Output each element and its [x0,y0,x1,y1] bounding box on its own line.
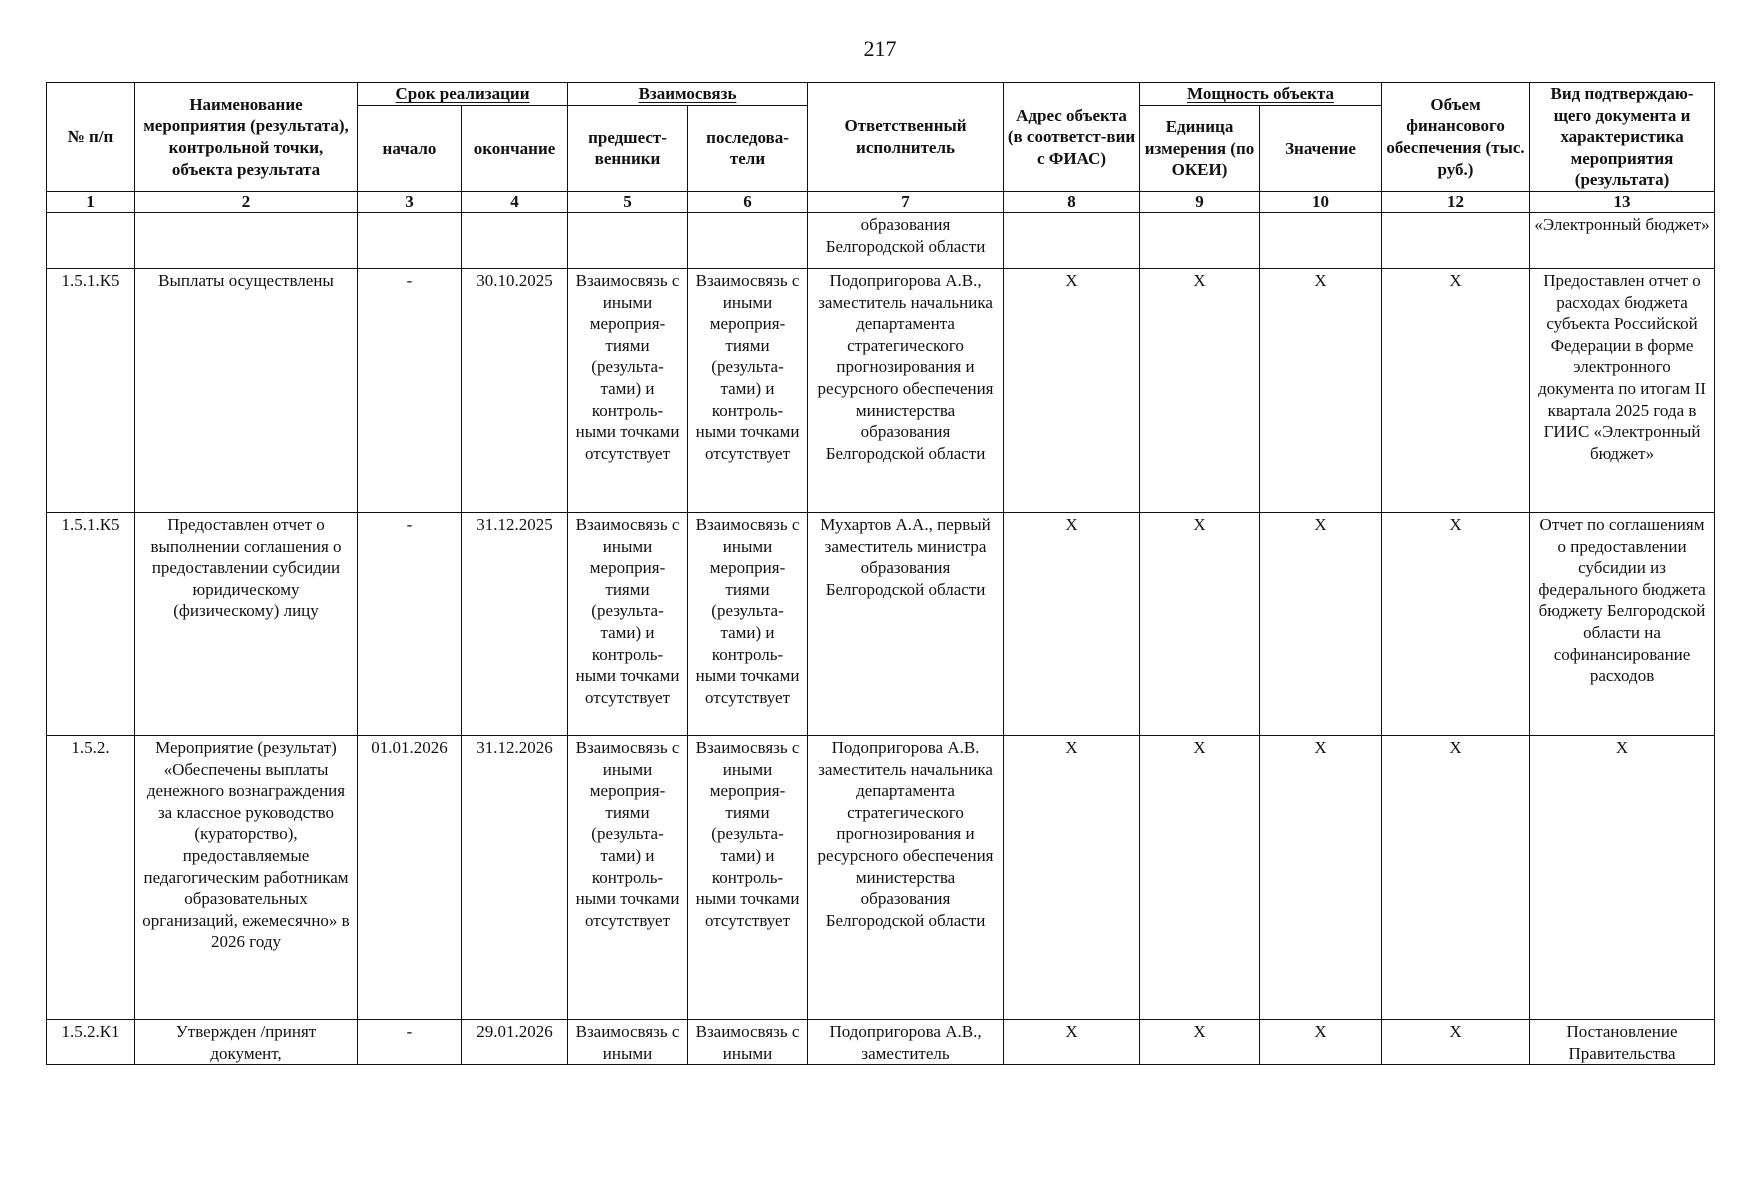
header-address: Адрес объекта (в соответст-вии с ФИАС) [1004,83,1140,192]
cell-no [47,212,135,268]
cell-end: 30.10.2025 [462,268,568,512]
header-group-term: Срок реализации [358,83,568,106]
cell-unit: X [1140,512,1260,735]
header-end: окончание [462,105,568,191]
cell-address: X [1004,268,1140,512]
cell-successors: Взаимосвязь с иными мероприя-тиями (результа-тами) и контроль-ными точками отсутствует [688,735,808,1019]
cell-end [462,212,568,268]
header-no: № п/п [47,83,135,192]
cell-document: Предоставлен отчет о расходах бюджета субъекта Российской Федерации в форме электронного документа по итогам II квартала 2025 года в ГИИС «Электронный бюджет» [1530,268,1715,512]
cell-responsible: Подопригорова А.В. заместитель начальника департамента стратегического прогнозирования и ресурсного обеспечения министерства образования Белгородской области [808,735,1004,1019]
cell-predecessors [568,212,688,268]
cell-predecessors: Взаимосвязь с иными [568,1019,688,1064]
column-number: 13 [1530,191,1715,212]
cell-address: X [1004,735,1140,1019]
column-number: 10 [1260,191,1382,212]
column-numbers-row [47,191,1715,212]
header-start: начало [358,105,462,191]
cell-successors: Взаимосвязь с иными мероприя-тиями (результа-тами) и контроль-ными точками отсутствует [688,268,808,512]
header-group-relation: Взаимосвязь [568,83,808,106]
column-number: 7 [808,191,1004,212]
header-responsible: Ответственный исполнитель [808,83,1004,192]
column-number: 9 [1140,191,1260,212]
cell-responsible: Подопригорова А.В., заместитель начальника департамента стратегического прогнозирования и ресурсного обеспечения министерства образования Белгородской области [808,268,1004,512]
cell-unit [1140,212,1260,268]
table-row [47,212,1715,268]
cell-name: Утвержден /принят документ, [135,1019,358,1064]
cell-no: 1.5.2.К1 [47,1019,135,1064]
cell-start: - [358,268,462,512]
cell-value: X [1260,1019,1382,1064]
cell-financing: X [1382,735,1530,1019]
page-number: 217 [863,36,897,61]
cell-predecessors: Взаимосвязь с иными мероприя-тиями (результа-тами) и контроль-ными точками отсутствует [568,735,688,1019]
cell-start: - [358,1019,462,1064]
column-number: 8 [1004,191,1140,212]
cell-name: Мероприятие (результат) «Обеспечены выплаты денежного вознаграждения за классное руководство (кураторство), предоставляемые педагогическим работникам образовательных организаций, ежемесячно» в 2026 году [135,735,358,1019]
cell-financing: X [1382,1019,1530,1064]
table-row [47,268,1715,512]
cell-name [135,212,358,268]
cell-document: «Электронный бюджет» [1530,212,1715,268]
cell-name: Выплаты осуществлены [135,268,358,512]
cell-responsible: образования Белгородской области [808,212,1004,268]
cell-financing: X [1382,268,1530,512]
header-document: Вид подтверждаю-щего документа и характеристика мероприятия (результата) [1530,83,1715,192]
cell-successors: Взаимосвязь с иными мероприя-тиями (результа-тами) и контроль-ными точками отсутствует [688,512,808,735]
cell-value [1260,212,1382,268]
table-row [47,1019,1715,1064]
header-predecessors: предшест-венники [568,105,688,191]
header-group-power: Мощность объекта [1140,83,1382,106]
cell-value: X [1260,268,1382,512]
cell-start [358,212,462,268]
cell-financing [1382,212,1530,268]
cell-start: - [358,512,462,735]
header-financing: Объем финансового обеспечения (тыс. руб.) [1382,83,1530,192]
cell-unit: X [1140,735,1260,1019]
cell-financing: X [1382,512,1530,735]
cell-end: 31.12.2026 [462,735,568,1019]
cell-name: Предоставлен отчет о выполнении соглашения о предоставлении субсидии юридическому (физическому) лицу [135,512,358,735]
table-row [47,735,1715,1019]
cell-unit: X [1140,1019,1260,1064]
cell-address [1004,212,1140,268]
cell-no: 1.5.1.К5 [47,268,135,512]
header-value: Значение [1260,105,1382,191]
cell-value: X [1260,512,1382,735]
cell-end: 29.01.2026 [462,1019,568,1064]
column-number: 4 [462,191,568,212]
cell-successors: Взаимосвязь с иными [688,1019,808,1064]
header-successors: последова-тели [688,105,808,191]
cell-document: X [1530,735,1715,1019]
column-number: 12 [1382,191,1530,212]
table-row [47,512,1715,735]
cell-successors [688,212,808,268]
cell-end: 31.12.2025 [462,512,568,735]
cell-start: 01.01.2026 [358,735,462,1019]
column-number: 3 [358,191,462,212]
header-name: Наименование мероприятия (результата), контрольной точки, объекта результата [135,83,358,192]
implementation-plan-table [46,82,1715,1065]
cell-value: X [1260,735,1382,1019]
cell-address: X [1004,1019,1140,1064]
column-number: 5 [568,191,688,212]
cell-no: 1.5.2. [47,735,135,1019]
cell-responsible: Подопригорова А.В., заместитель [808,1019,1004,1064]
cell-address: X [1004,512,1140,735]
cell-responsible: Мухартов А.А., первый заместитель министра образования Белгородской области [808,512,1004,735]
cell-document: Постановление Правительства [1530,1019,1715,1064]
cell-predecessors: Взаимосвязь с иными мероприя-тиями (результа-тами) и контроль-ными точками отсутствует [568,512,688,735]
column-number: 6 [688,191,808,212]
column-number: 2 [135,191,358,212]
cell-document: Отчет по соглашениям о предоставлении субсидии из федерального бюджета бюджету Белгородской области на софинансирование расходов [1530,512,1715,735]
cell-predecessors: Взаимосвязь с иными мероприя-тиями (результа-тами) и контроль-ными точками отсутствует [568,268,688,512]
header-unit: Единица измерения (по ОКЕИ) [1140,105,1260,191]
cell-no: 1.5.1.К5 [47,512,135,735]
cell-unit: X [1140,268,1260,512]
column-number: 1 [47,191,135,212]
